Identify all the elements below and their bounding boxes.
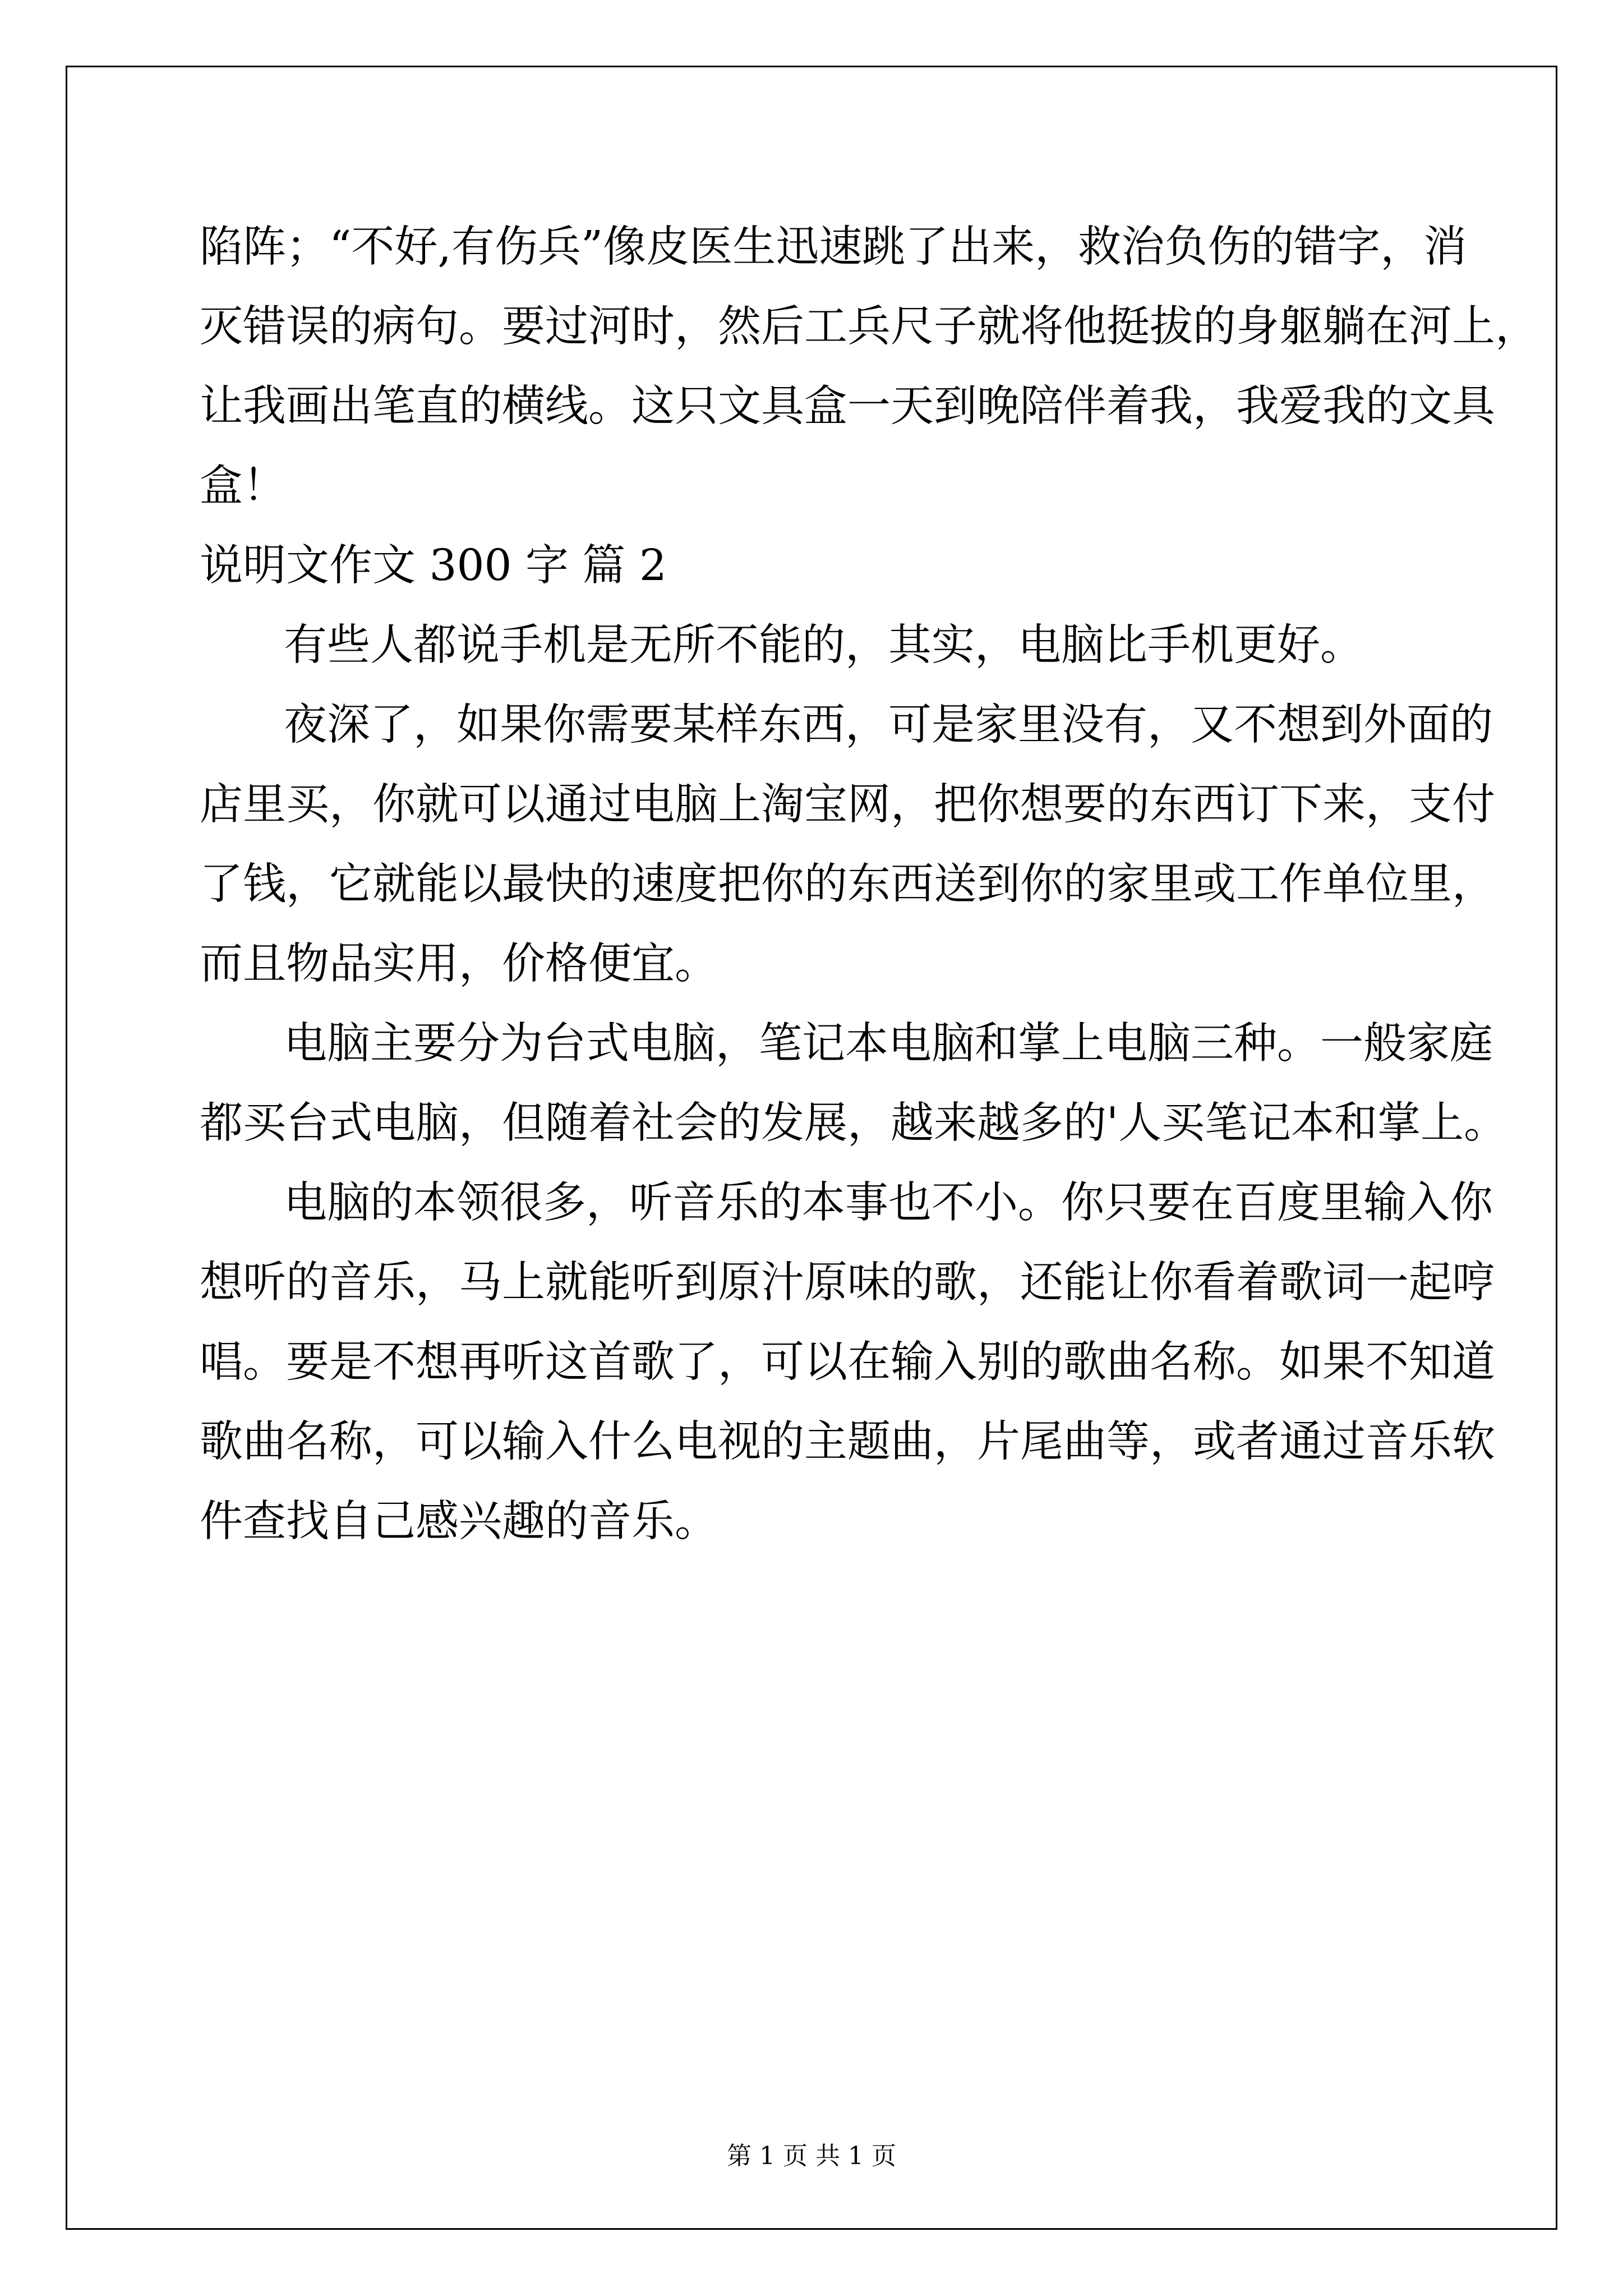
text-line: 让我画出笔直的横线。这只文具盒一天到晚陪伴着我，我爱我的文具	[200, 381, 1495, 431]
text-line: 歌曲名称，可以输入什么电视的主题曲，片尾曲等，或者通过音乐软	[200, 1417, 1495, 1467]
paragraph-line: 电脑的本领很多，听音乐的本事也不小。你只要在百度里输入你	[284, 1178, 1493, 1228]
text-line: 盒！	[200, 461, 286, 511]
text-line: 店里买，你就可以通过电脑上淘宝网，把你想要的东西订下来，支付	[200, 780, 1495, 830]
text-line: 件查找自己感兴趣的音乐。	[200, 1497, 718, 1547]
text-line: 了钱，它就能以最快的速度把你的东西送到你的家里或工作单位里，	[200, 859, 1495, 909]
text-line: 想听的音乐，马上就能听到原汁原味的歌，还能让你看着歌词一起哼	[200, 1258, 1495, 1308]
text-line: 都买台式电脑，但随着社会的发展，越来越多的'人买笔记本和掌上。	[200, 1098, 1507, 1148]
text-line: 灭错误的病句。要过河时，然后工兵尺子就将他挺拔的身躯躺在河上，	[200, 302, 1538, 352]
text-line: 陷阵；“不好,有伤兵”像皮医生迅速跳了出来，救治负伤的错字，消	[200, 222, 1467, 272]
text-line: 唱。要是不想再听这首歌了，可以在输入别的歌曲名称。如果不知道	[200, 1337, 1495, 1387]
paragraph-line: 有些人都说手机是无所不能的，其实，电脑比手机更好。	[284, 620, 1363, 670]
section-heading: 说明文作文 300 字 篇 2	[200, 541, 667, 591]
paragraph-line: 电脑主要分为台式电脑，笔记本电脑和掌上电脑三种。一般家庭	[284, 1019, 1493, 1069]
text-line: 而且物品实用，价格便宜。	[200, 939, 718, 989]
page-number-footer: 第 1 页 共 1 页	[727, 2142, 896, 2170]
paragraph-line: 夜深了，如果你需要某样东西，可是家里没有，又不想到外面的	[284, 700, 1493, 750]
